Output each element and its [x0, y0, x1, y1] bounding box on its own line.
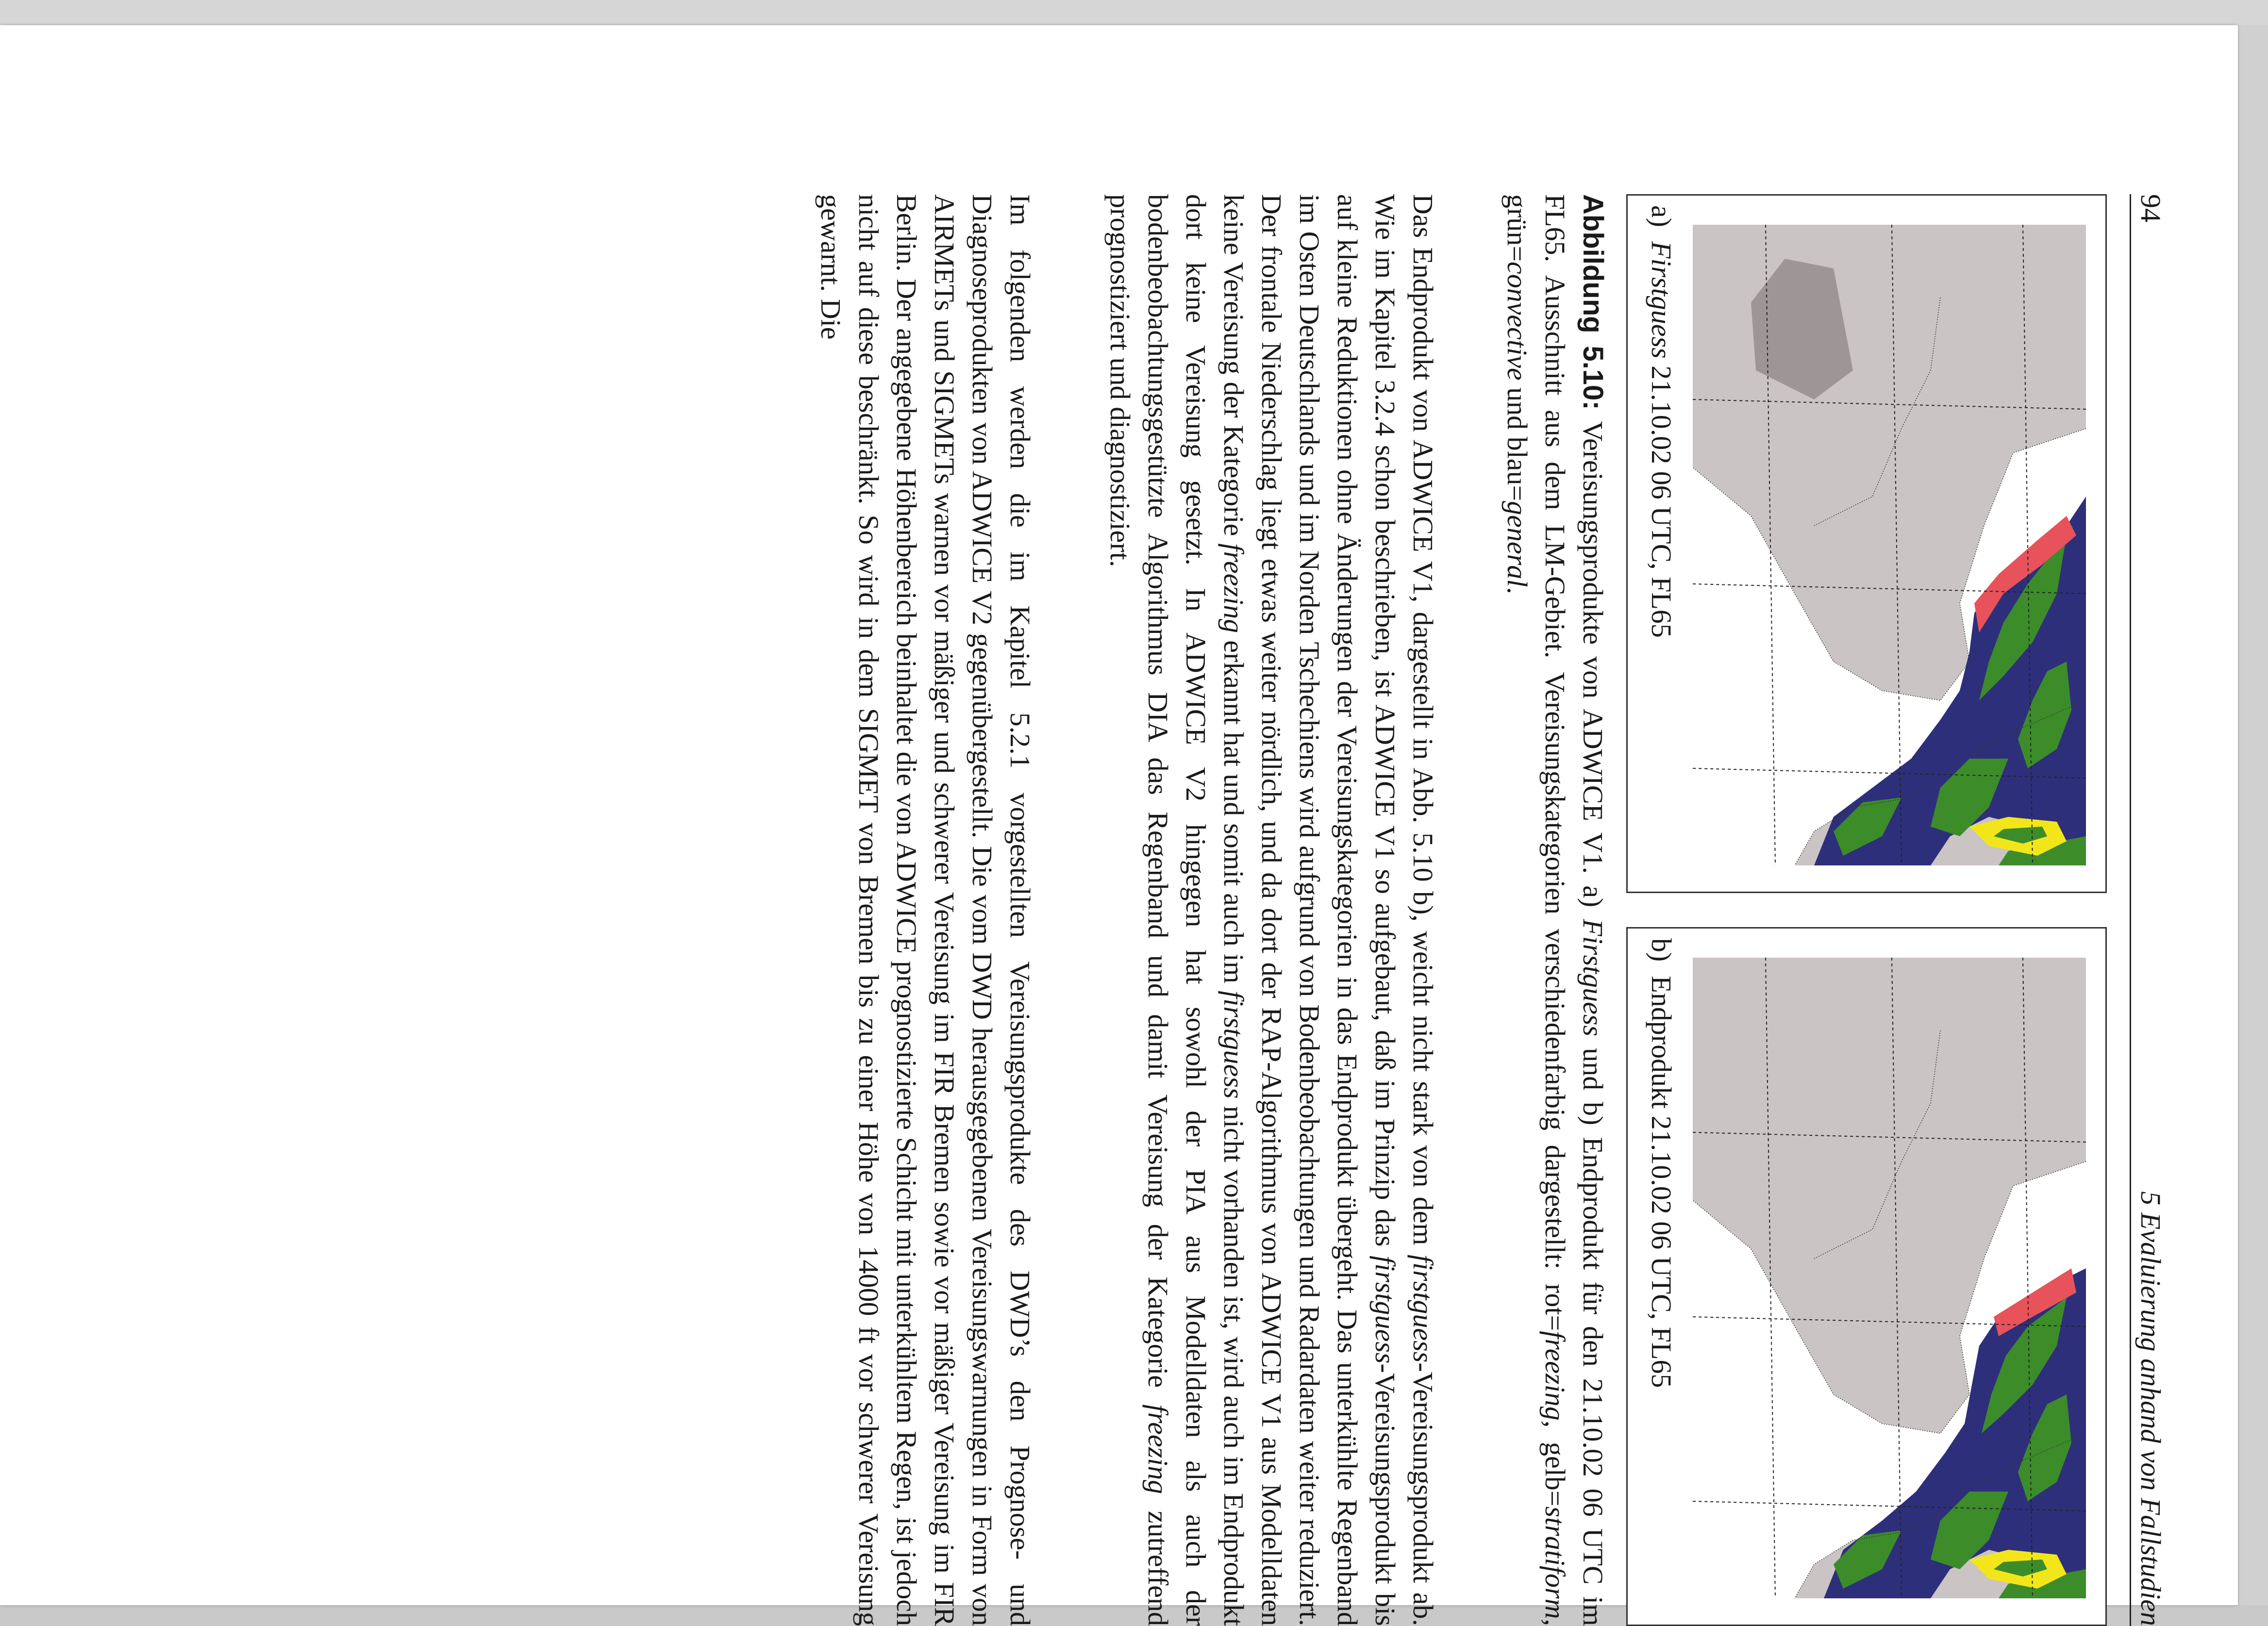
body-paragraph-1	[1101, 194, 1442, 1626]
scan-border-top	[0, 0, 2268, 25]
caption-term-stratiform: stratiform	[1539, 1506, 1571, 1619]
paragraph-text: -Vereisungsprodukt ab. Wie im Kapitel 3.2.4 schon beschrieben, ist ADWICE V1 so aufgebaut, daß im Prinzip das	[1369, 194, 1439, 1626]
paragraph-text: -Vereisungsprodukt bis auf kleine Reduktionen ohne Änderungen der Vereisungskategorien in das Endprodukt übergeht. Das unterkühlte Regenband im Osten Deutschlands und im Norden Tschechiens wird aufgrund von Bodenbeobachtungen und Radardaten weiter reduziert. Der frontale Niederschlag liegt etwas weiter nördlich, und da dort der RAP-Algorithmus von ADWICE V1 aus Modelldaten keine Vereisung der Kategorie	[1218, 194, 1401, 1626]
paragraph-term: firstguess	[1218, 991, 1250, 1099]
caption-text: Vereisungsprodukte von ADWICE V1. a)	[1577, 410, 1609, 919]
paragraph-term: firstguess	[1369, 1256, 1401, 1364]
icing-map-firstguess	[1693, 225, 2086, 865]
paragraph-term: freezing	[1218, 543, 1250, 633]
panel-b-letter: b)	[1646, 938, 1677, 962]
caption-text: und b) Endprodukt für den 21.10.02 06 UTC im FL65. Ausschnitt aus dem LM-Gebiet. Vereisungskategorien verschiedenfarbig dargestellt: rot=	[1539, 194, 1609, 1626]
paragraph-text: erkannt hat und somit auch im	[1218, 633, 1250, 991]
paragraph-term: freezing	[1142, 1404, 1174, 1494]
panel-a-datetime: 21.10.02 06 UTC, FL65	[1646, 365, 1677, 638]
caption-text: und blau=	[1501, 380, 1533, 501]
panel-a-product: Firstguess	[1646, 241, 1677, 359]
panel-a-caption	[1644, 205, 1678, 885]
caption-term-convective: convective	[1501, 262, 1533, 381]
paragraph-term: firstguess	[1407, 1254, 1439, 1363]
paragraph-text: Das Endprodukt von ADWICE V1, dargestellt in Abb. 5.10 b), weicht nicht stark von dem	[1407, 194, 1439, 1255]
chapter-title: 5 Evaluierung anhand von Fallstudien	[2135, 1191, 2167, 1626]
caption-term-firstguess: Firstguess	[1577, 919, 1609, 1037]
figure-panel-b	[1626, 927, 2107, 1626]
caption-term-general: general	[1501, 501, 1533, 587]
caption-text: , grün=	[1501, 194, 1571, 1626]
figure-caption-label: Abbildung 5.10:	[1577, 194, 1609, 410]
caption-text: .	[1501, 587, 1533, 594]
scan-border-right	[2238, 25, 2268, 1605]
panel-b-product: Endprodukt	[1646, 976, 1677, 1109]
caption-text: , gelb=	[1539, 1420, 1571, 1507]
figure-caption	[1498, 194, 1612, 1626]
panel-b-datetime: 21.10.02 06 UTC, FL65	[1646, 1115, 1677, 1388]
rotated-page	[180, 194, 2170, 1626]
figure-panel-a	[1626, 194, 2107, 893]
icing-map-endprodukt	[1693, 958, 2086, 1598]
body-paragraph-2: Im folgenden werden die im Kapitel 5.2.1 vorgestellten Vereisungsprodukte des DWD’s den Prognose- und Diagnoseprodukten von ADWICE V2 gegenübergestellt. Die vom DWD herausgegebenen Vereisungswarnungen in Form von AIRMETs und SIGMETs warnen vor mäßiger und schwerer Vereisung im FIR Bremen sowie vor mäßiger Vereisung im FIR Berlin. Der angegebene Höhenbereich beinhaltet die von ADWICE prognostizierte Schicht mit unterkühltem Regen, ist jedoch nicht auf diese beschränkt. So wird in dem SIGMET von Bremen bis zu einer Höhe von 14000 ft vor schwerer Vereisung gewarnt. Die	[815, 194, 1036, 1626]
figure-5-10	[1626, 194, 2107, 1626]
panel-a-letter: a)	[1646, 205, 1677, 228]
paragraph-text: nicht vorhanden ist, wird auch im Endprodukt dort keine Vereisung gesetzt. In ADWICE V2 hingegen hat sowohl der PIA aus Modelldaten als auch der bodenbeobachtungsgestützte Algorithmus DIA das Regenband und damit Vereisung der Kategorie	[1142, 194, 1250, 1626]
page-number: 94	[2135, 194, 2167, 222]
caption-term-freezing: freezing	[1539, 1331, 1571, 1421]
running-header	[2130, 194, 2170, 1626]
panel-b-caption	[1644, 938, 1678, 1618]
paragraph-text: zutreffend prognostiziert und diagnostiziert.	[1104, 194, 1174, 1626]
